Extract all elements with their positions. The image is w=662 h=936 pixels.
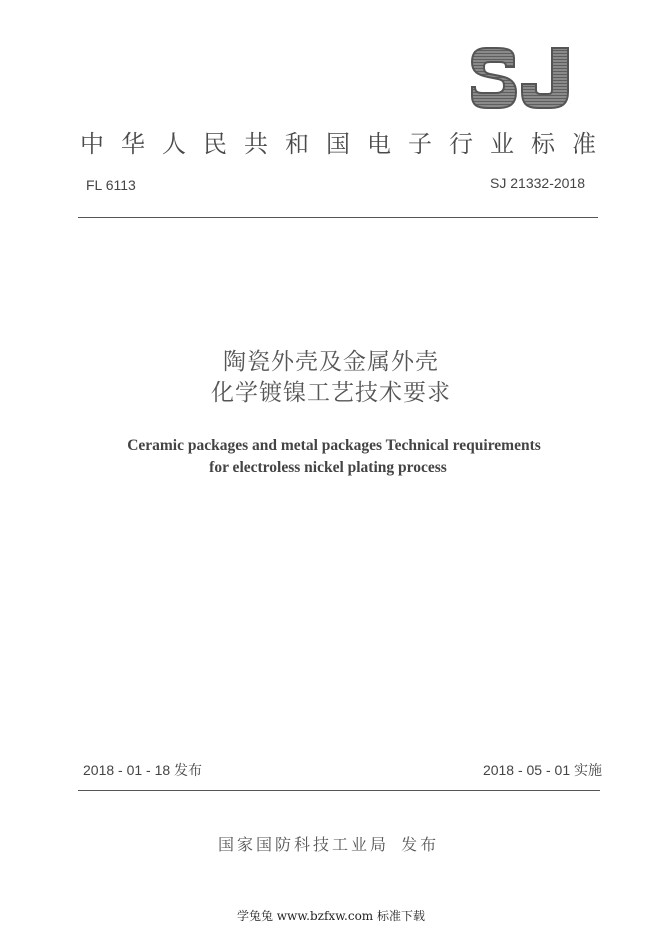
header-divider [78,217,598,218]
title-chinese-line-2: 化学镀镍工艺技术要求 [211,380,451,406]
issuer-name: 国家国防科技工业局 [218,835,390,854]
standard-number: SJ 21332-2018 [490,175,585,191]
implementation-date: 2018 - 05 - 01 实施 [482,762,602,778]
footer-divider [78,790,600,791]
title-english-line-1: Ceramic packages and metal packages Technical requirements [127,437,541,454]
issuing-body-title: 中华人民共和国电子行业标准 [80,130,613,158]
title-english-line-2: for electroless nickel plating process [209,459,447,476]
issuer-action: 发布 [401,835,440,854]
issue-date: 2018 - 01 - 18 发布 [83,762,203,778]
classification-code: FL 6113 [86,177,136,193]
watermark-footer: 学兔兔 www.bzfxw.com 标准下载 [236,909,426,923]
sj-logo [468,44,572,114]
issuer [218,832,439,855]
sj-logo-graphic [468,44,572,114]
title-chinese-line-1: 陶瓷外壳及金属外壳 [223,349,439,375]
